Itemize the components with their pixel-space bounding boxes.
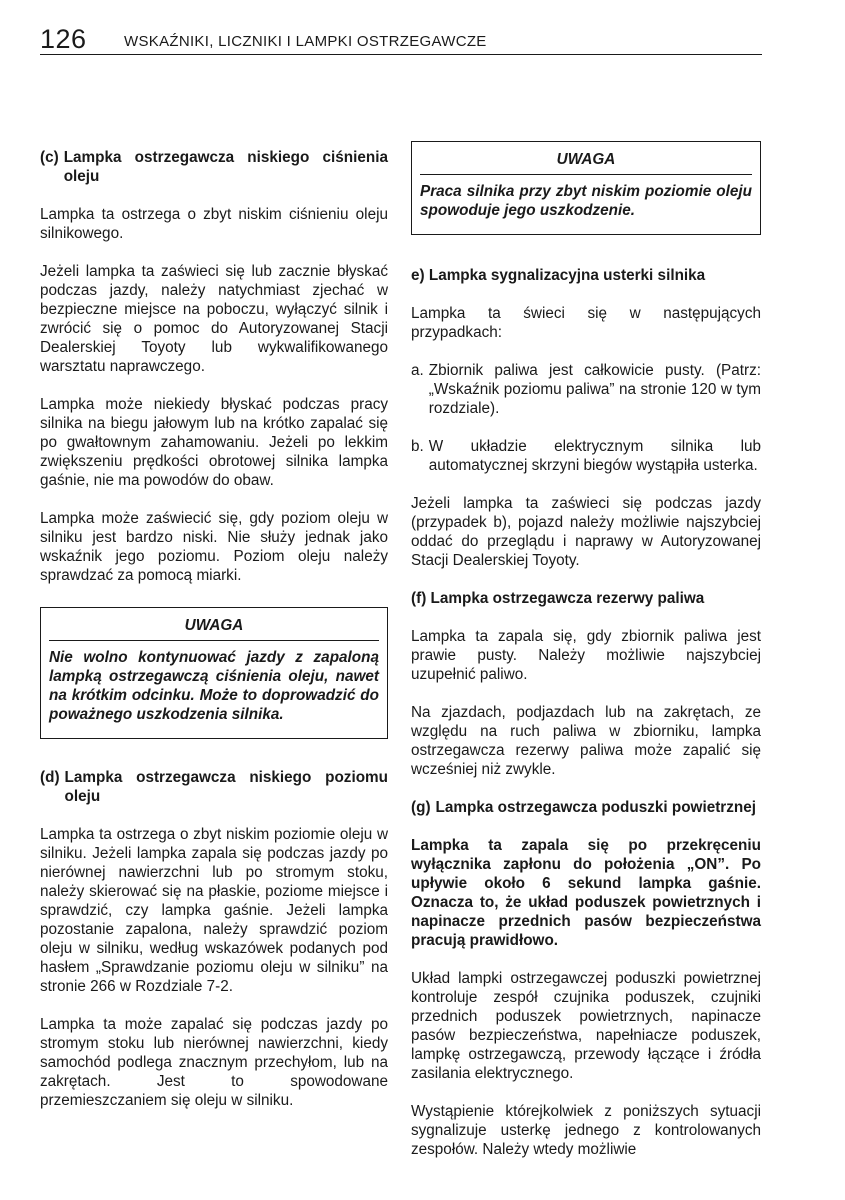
section-g-heading: [411, 798, 761, 817]
section-d-label: (d): [40, 769, 60, 786]
running-title: WSKAŹNIKI, LICZNIKI I LAMPKI OSTRZEGAWCZE: [124, 33, 487, 50]
section-g-paragraph-1: Lampka ta zapala się po przekręceniu wyłącznika zapłonu do położenia „ON”. Po upływie około 6 sekund lampka gaśnie. Oznacza to, że układ poduszek powietrznych i napinacze przednich pasów bezpieczeństwa pracują prawidłowo.: [411, 837, 761, 949]
section-e-paragraph-1: Lampka ta świeci się w następujących przypadkach:: [411, 305, 761, 341]
section-c-label: (c): [40, 149, 59, 166]
section-g-title: Lampka ostrzegawcza poduszki powietrznej: [435, 799, 757, 816]
warning-rule: [420, 174, 752, 175]
section-g-paragraph-3: Wystąpienie którejkolwiek z poniższych sytuacji sygnalizuje usterkę jednego z kontrolowanych zespołów. Należy wtedy możliwie: [411, 1103, 761, 1158]
section-d-heading: [40, 768, 388, 806]
section-e-item-b: [411, 437, 761, 475]
warning-title: UWAGA: [556, 151, 616, 168]
section-e-paragraph-2: Jeżeli lampka ta zaświeci się podczas jazdy (przypadek b), pojazd należy możliwie najszybciej oddać do przeglądu i naprawy w Autoryzowanej Stacji Dealerskiej Toyoty.: [411, 495, 761, 569]
item-a-text: Zbiornik paliwa jest całkowicie pusty. (Patrz: „Wskaźnik poziomu paliwa” na stronie 120 w tym rozdziale).: [428, 362, 761, 417]
page-header: [40, 24, 762, 56]
section-c-paragraph-4: Lampka może zaświecić się, gdy poziom oleju w silniku jest bardzo niski. Nie służy jednak jako wskaźnik jego poziomu. Poziom oleju należy sprawdzać za pomocą miarki.: [40, 510, 388, 584]
section-d-paragraph-2: Lampka ta może zapalać się podczas jazdy po stromym stoku lub nierównej nawierzchni, kiedy samochód podlega znacznym przechyłom, lub na zakrętach. Jest to spowodowane przemieszczaniem się oleju w silniku.: [40, 1016, 388, 1109]
header-rule: [40, 54, 762, 55]
section-e-item-a: [411, 361, 761, 418]
warning-box-oil-level: [411, 141, 761, 235]
section-g-paragraph-2: Układ lampki ostrzegawczej poduszki powietrznej kontroluje zespół czujnika poduszek, czujniki przednich poduszek powietrznych, napinacze pasów bezpieczeństwa, napełniacze poduszek, lampkę ostrzegawczą, przewody łączące i źródła zasilania elektrycznego.: [411, 970, 761, 1082]
warning-box-oil-pressure: [40, 607, 388, 739]
warning-text: Nie wolno kontynuować jazdy z zapaloną lampką ostrzegawczą ciśnienia oleju, nawet na krótkim odcinku. Może to doprowadzić do poważnego uszkodzenia silnika.: [49, 649, 379, 723]
section-d-title: Lampka ostrzegawcza niskiego poziomu oleju: [64, 769, 388, 805]
section-c-title: Lampka ostrzegawcza niskiego ciśnienia oleju: [63, 149, 388, 185]
warning-rule: [49, 640, 379, 641]
section-e-heading: e) Lampka sygnalizacyjna usterki silnika: [411, 267, 706, 284]
section-g-label: (g): [411, 799, 431, 816]
item-b-label: b.: [411, 438, 424, 455]
warning-text: Praca silnika przy zbyt niskim poziomie oleju spowoduje jego uszkodzenie.: [420, 183, 752, 219]
left-column: [40, 148, 388, 1110]
page-number: 126: [40, 24, 87, 54]
item-b-text: W układzie elektrycznym silnika lub automatycznej skrzyni biegów wystąpiła usterka.: [428, 438, 761, 474]
section-f-paragraph-1: Lampka ta zapala się, gdy zbiornik paliwa jest prawie pusty. Należy możliwie najszybciej uzupełnić paliwo.: [411, 628, 761, 683]
section-d-paragraph-1: Lampka ta ostrzega o zbyt niskim poziomie oleju w silniku. Jeżeli lampka zapala się podczas jazdy po nierównej nawierzchni lub po stromym stoku, należy skierować się na płaskie, poziome miejsce i sprawdzić, czy lampka gaśnie. Jeżeli lampka pozostanie zapalona, należy sprawdzić poziom oleju w silniku, według wskazówek podanych pod hasłem „Sprawdzanie poziomu oleju w silniku” na stronie 266 w Rozdziale 7-2.: [40, 826, 388, 995]
right-column: [411, 148, 761, 1159]
section-f-heading: (f) Lampka ostrzegawcza rezerwy paliwa: [411, 590, 705, 607]
section-c-heading: [40, 148, 388, 186]
section-f-paragraph-2: Na zjazdach, podjazdach lub na zakrętach, ze względu na ruch paliwa w zbiorniku, lampka ostrzegawcza rezerwy paliwa może zapalić się wcześniej niż zwykle.: [411, 704, 761, 778]
section-c-paragraph-1: Lampka ta ostrzega o zbyt niskim ciśnieniu oleju silnikowego.: [40, 206, 388, 242]
section-c-paragraph-3: Lampka może niekiedy błyskać podczas pracy silnika na biegu jałowym lub na krótko zapalać się po gwałtownym zahamowaniu. Jeżeli po lekkim zwiększeniu prędkości obrotowej silnika lampka gaśnie, nie ma powodów do obaw.: [40, 396, 388, 489]
section-c-paragraph-2: Jeżeli lampka ta zaświeci się lub zacznie błyskać podczas jazdy, należy natychmiast zjechać w bezpieczne miejsce na poboczu, wyłączyć silnik i zwrócić się o pomoc do Autoryzowanej Stacji Dealerskiej Toyoty lub wykwalifikowanego warsztatu naprawczego.: [40, 263, 388, 375]
item-a-label: a.: [411, 362, 424, 379]
warning-title: UWAGA: [184, 617, 244, 634]
